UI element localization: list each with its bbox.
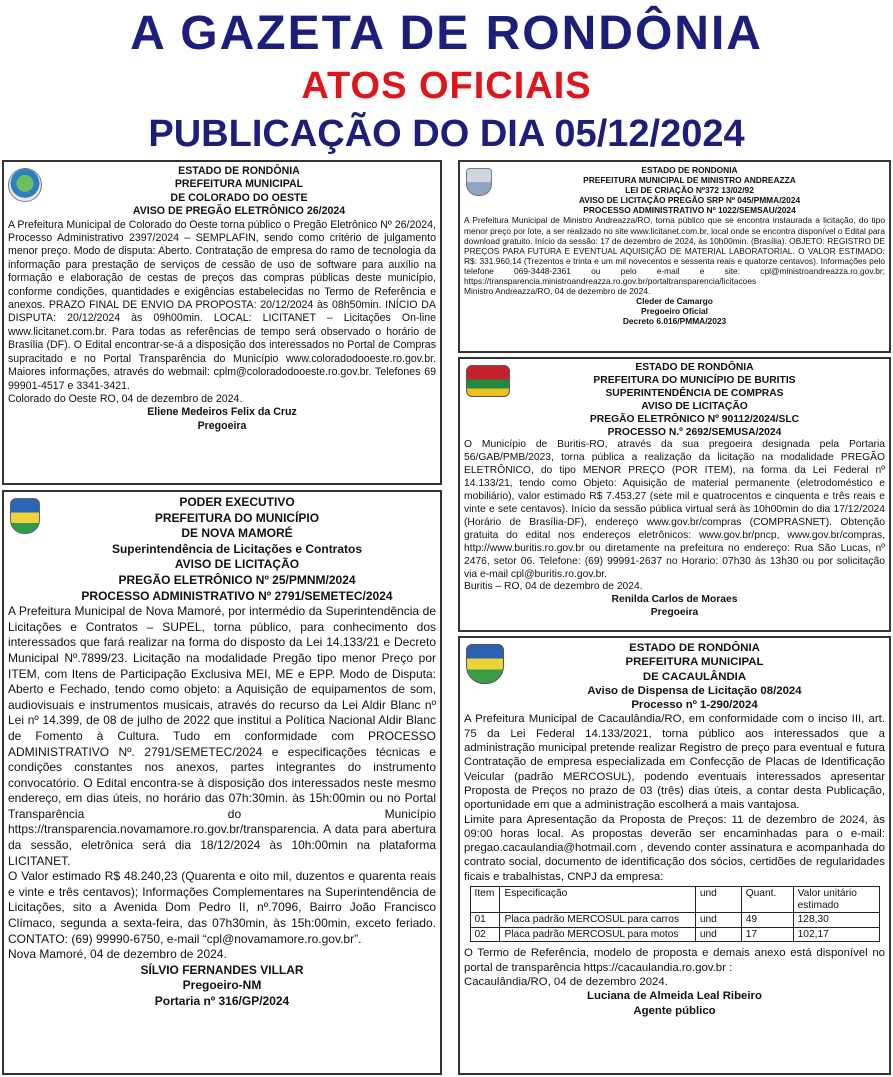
notice-buritis (458, 357, 891, 632)
place-date: Nova Mamoré, 04 de dezembro de 2024. (8, 947, 227, 962)
header-line: PREGÃO ELETRÔNICO Nº 90112/2024/SLC (589, 413, 800, 425)
table-cell: 102,17 (793, 927, 879, 942)
header-line: SUPERINTENDÊNCIA DE COMPRAS (605, 387, 784, 399)
header-line: PROCESSO ADMINISTRATIVO Nº 1022/SEMSAU/2024 (583, 205, 796, 216)
header-line: AVISO DE LICITAÇÃO (174, 557, 300, 572)
header-line: PODER EXECUTIVO (179, 495, 295, 509)
table-cell: 02 (470, 927, 500, 942)
notice-cacaulandia (458, 636, 891, 1075)
header-line: ESTADO DE RONDÔNIA (635, 362, 754, 373)
signer-name: Luciana de Almeida Leal Ribeiro (587, 990, 762, 1003)
header-line: PREFEITURA MUNICIPAL DE MINISTRO ANDREAZZA (583, 175, 796, 186)
table-row (470, 927, 879, 942)
notice-body: A Prefeitura Municipal de Ministro Andreazza/RO, torna público que se encontra instaurada a licitação, do tipo menor preço por lote, a ser realizado no site www.licitanet.com.br, local onde se encontra disponível o Edital para download gratuito. Início da sessão: 17 de dezembro de 2024, às 10h00min. (Brasília). OBJETO: REGISTRO DE PREÇOS PARA FUTURA E EVENTUAL AQUISIÇÃO DE MATERIAL LABORATORIAL. O VALOR ESTIMADO: R$: 331.960,14 (Trezentos e trinta e um mil novecentos e sessenta reais e quatorze centavos). Informações pelo telefone 069-3448-2361 ou pelo e-mail e site: cpl@ministroandreazza.ro.gov.br; https://transparencia.ministroandreazza.ro.gov.br/portaltransparencia/licitacoes (464, 215, 885, 287)
table-cell: 17 (741, 927, 793, 942)
signer-role: Pregoeira (650, 607, 699, 619)
column-header: Especificação (500, 887, 695, 913)
header-line: ESTADO DE RONDÔNIA (178, 165, 300, 177)
header-line: PREFEITURA MUNICIPAL (625, 656, 764, 669)
header-line: AVISO DE PREGÃO ELETRÔNICO 26/2024 (132, 205, 346, 218)
notice-body-deadline: Limite para Apresentação da Proposta de Preços: 11 de dezembro de 2024, às 09:00 horas local. As propostas deverão ser encaminhadas para o e-mail: pregao.cacaulandia@hotmail.com , devendo conter assinatura e acompanhada do contrato social, documento de identificação dos sócios, certidões de regularidades ficais e trabalhistas, CNPJ da empresa: (464, 813, 885, 883)
table-cell: 01 (470, 913, 500, 928)
header-line: DE NOVA MAMORÉ (181, 526, 293, 541)
buritis-coat-of-arms-icon (466, 365, 510, 397)
signer-name: Eliene Medeiros Felix da Cruz (147, 406, 297, 419)
signer-name: Renilda Carlos de Moraes (611, 594, 738, 606)
place-date: Cacaulândia/RO, 04 de dezembro 2024. (464, 976, 668, 989)
publication-date: PUBLICAÇÃO DO DIA 05/12/2024 (148, 113, 745, 155)
signer-name: Cleder de Camargo (636, 296, 713, 307)
header-line: ESTADO DE RONDONIA (641, 165, 738, 175)
place-date: Colorado do Oeste RO, 04 de dezembro de 2024. (8, 392, 243, 405)
header-line: PROCESSO N.º 2692/SEMUSA/2024 (607, 426, 782, 438)
header-line: DE COLORADO DO OESTE (170, 191, 308, 204)
items-table (470, 886, 880, 942)
header-line: Superintendência de Licitações e Contratos (111, 541, 363, 556)
newspaper-title: A GAZETA DE RONDÔNIA (130, 7, 763, 60)
signer-decree: Decreto 6.016/PMMA/2023 (622, 316, 727, 327)
notice-colorado-do-oeste (2, 160, 442, 485)
table-cell: Placa padrão MERCOSUL para carros (500, 913, 695, 928)
notice-header (504, 641, 885, 712)
table-row (470, 913, 879, 928)
colorado-coat-of-arms-icon (8, 168, 42, 202)
notice-body: A Prefeitura Municipal de Cacaulândia/RO, em conformidade com o inciso III, art. 75 da Lei Federal 14.133/2021, torna público aos interessados que a administração municipal pretende realizar Registro de preço para eventual e futura Contratação de empresa especializada em Confecção de Placas de Identificação Veicular (padrão MERCOSUL), podendo eventuais interessados apresentar Proposta de Preços no prazo de 03 (três) dias úteis, a contar desta Publicação, oportunidade em que a administração escolherá a mais vantajosa. (464, 713, 885, 812)
notice-body: A Prefeitura Municipal de Colorado do Oeste torna público o Pregão Eletrônico Nº 26/2024, Processo Administrativo 2397/2024 – SEMPLAFIN, sendo como critério de julgamento menor preço. Modo de disputa: Aberto. Contratação de empresa do ramo de tecnologia da informação para prestação de serviços de cessão de uso de software para auxílio na formação e elaboração de cestas de preços das compras públicas deste município, conforme condições, quantidades e exigências estabelecidas no Termo de Referência e anexos. PRAZO FINAL DE ENVIO DA PROPOSTA: 20/12/2024 às 08h50min. INÍCIO DA DISPUTA: 20/12/2024 às 09h00min. LOCAL: LICITANET – Licitações On-line www.licitanet.com.br. Para todas as referências de tempo será observado o horário de Brasília (DF). O Edital encontrar-se-á a disposição dos interessados no Portal de Compras supracitado e no Portal Transparência do Município www.coloradodooeste.ro.gov.br. Maiores informações, através do webmail: cplm@coloradodooeste.ro.gov.br. Telefones 69 99901-4517 e 3341-3421. (8, 218, 436, 392)
header-line: PREFEITURA DO MUNICÍPIO (154, 510, 320, 525)
signer-name: SÍLVIO FERNANDES VILLAR (140, 962, 304, 977)
notice-ministro-andreazza (458, 160, 891, 353)
signer-role: Pregoeira (197, 419, 247, 432)
table-header-row (470, 887, 879, 913)
header-line: LEI DE CRIAÇÃO Nº372 13/02/92 (625, 185, 754, 196)
signer-portaria: Portaria nº 316/GP/2024 (154, 994, 290, 1008)
header-line: PREFEITURA DO MUNICÍPIO DE BURITIS (593, 374, 796, 386)
header-line: PREGÃO ELETRÔNICO Nº 25/PMNM/2024 (118, 572, 356, 587)
notice-body: A Prefeitura Municipal de Nova Mamoré, por intermédio da Superintendência de Licitações e Contratos – SUPEL, torna público, para conhecimento dos interessados que fará realizar na forma do disposto da Lei 14.133/21 e Decreto Municipal Nº.7899/23. Licitação na modalidade Pregão tipo menor Preço por ITEM, com Itens de Participação Exclusiva MEI, ME e EPP. Modo de Disputa: Aberto e Fechado, tendo como objeto: a Aquisição de equipamentos de som, audiovisuais e instrumentos musicais, através do recurso da Lei Aldir Blanc nº Lei nº 14.399, de 08 de julho de 2022 que institui a Política Nacional Aldir Blanc de Fomento à Cultura. Tudo em conformidade com PROCESSO ADMINISTRATIVO Nº. 2791/SEMETEC/2024 e especificações técnicas e condições constantes nos anexos, partes integrantes do instrumento convocatório. O Edital encontra-se à disposição dos interessados neste mesmo endereço, em dias úteis, no horário das 07h:30min. às 15h:00min ou no Portal Transparência do Município https://transparencia.novamamore.ro.gov.br/transparencia. A data para abertura da sessão, eletrônica será dia 18/12/2024 às 10h:00min na plataforma LICITANET. (8, 604, 436, 868)
table-cell: 49 (741, 913, 793, 928)
notice-body: O Município de Buritis-RO, através da sua pregoeira designada pela Portaria 56/GAB/PMB/2023, torna pública a realização da licitação na modalidade PREGÃO ELETRÔNICO, do tipo MENOR PREÇO (POR ITEM), na forma da Lei Federal nº 14.133/21, tendo como Objeto: Aquisição de material permanente (eletrodoméstico e mobiliário), valor estimado R$ 7.453,27 (sete mil e quatrocentos e cinquenta e três reais e vinte e sete centavos). Início da sessão pública virtual será às 10h00min do dia 17/12/2024 (Horário de Brasília-DF), endereço www.gov.br/compras (COMPRASNET). Obtenção gratuita do edital nos endereços eletrônicos: www.gov.br/pncp, www.gov.br/compras, http://www.buritis.ro.gov.br ou diretamente na prefeitura no endereço: Rua São Lucas, nº 2476, setor 06. Telefone: (69) 99991-2637 no Horario: 07h30 às 13h30 ou por solicitação via e-mail cpl@buritis.ro.gov.br. (464, 439, 885, 580)
section-title: ATOS OFICIAIS (301, 65, 592, 107)
place-date: Buritis – RO, 04 de dezembro de 2024. (464, 581, 643, 593)
notice-header (504, 362, 885, 439)
andreazza-coat-of-arms-icon (466, 168, 492, 196)
header-line: Processo nº 1-290/2024 (631, 699, 758, 712)
header-line: AVISO DE LICITAÇÃO (641, 400, 748, 412)
header-line: Aviso de Dispensa de Licitação 08/2024 (587, 684, 802, 697)
notice-nova-mamore (2, 490, 442, 1075)
notice-body-reference: O Termo de Referência, modelo de proposta e demais anexo está disponível no portal de transparência https://cacaulandia.ro.gov.br : (464, 947, 885, 974)
table-cell: 128,30 (793, 913, 879, 928)
header-line: PREFEITURA MUNICIPAL (174, 178, 304, 191)
signer-role: Pregoeiro Oficial (640, 306, 709, 317)
notice-header (494, 165, 885, 215)
header-line: AVISO DE LICITAÇÃO PREGÃO SRP Nº 045/PMMA/2024 (578, 195, 801, 206)
nova-mamore-coat-of-arms-icon (10, 498, 40, 534)
notice-header (38, 495, 436, 604)
signer-role: Pregoeiro-NM (182, 978, 262, 993)
notice-header (42, 165, 436, 219)
table-cell: und (695, 913, 741, 928)
signer-role: Agente público (633, 1004, 716, 1017)
header-line: ESTADO DE RONDÔNIA (629, 642, 760, 654)
header-line: PROCESSO ADMINISTRATIVO Nº 2791/SEMETEC/2024 (81, 588, 393, 603)
notice-body-value: O Valor estimado R$ 48.240,23 (Quarenta e oito mil, duzentos e quarenta reais e vinte e três centavos); Informações Complementares na Superintendência de Licitações, sito a Avenida Dom Pedro II, nº.7096, Bairro João Francisco Clímaco, segunda a sexta-feira, das 07h30min, às 15h:00min, exceto feriado. CONTATO: (69) 99990-6750, e-mail “cpl@novamamore.ro.gov.br”. (8, 869, 436, 946)
column-header: Valor unitário estimado (793, 887, 879, 913)
column-header: Item (470, 887, 500, 913)
header-line: DE CACAULÂNDIA (642, 670, 747, 683)
place-date: Ministro Andreazza/RO, 04 de dezembro de 2024. (464, 286, 651, 297)
table-cell: und (695, 927, 741, 942)
column-header: Quant. (741, 887, 793, 913)
column-header: und (695, 887, 741, 913)
table-cell: Placa padrão MERCOSUL para motos (500, 927, 695, 942)
cacaulandia-coat-of-arms-icon (466, 644, 504, 684)
